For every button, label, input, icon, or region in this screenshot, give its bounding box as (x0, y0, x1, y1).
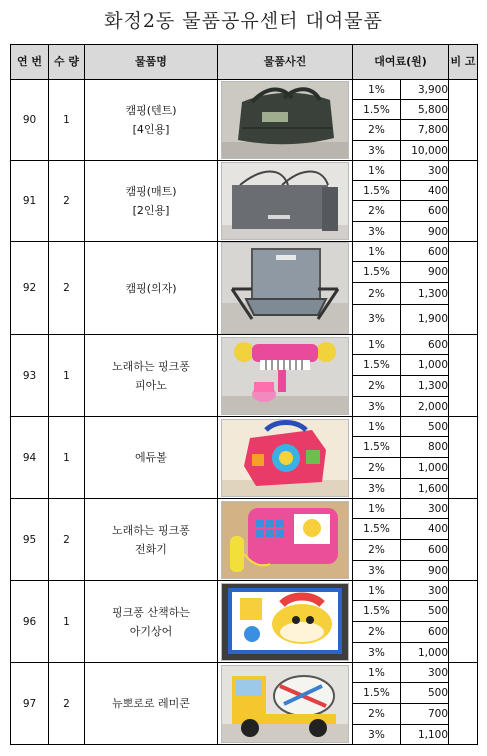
rate-percent: 3% (353, 141, 401, 161)
rate-percent: 3% (353, 725, 401, 745)
rate-fee: 300 (401, 581, 449, 601)
table-row (11, 335, 478, 355)
baby-shark-photo (221, 583, 349, 661)
camping-chair-photo (221, 242, 349, 334)
item-name-line: 캠핑(매트) (125, 185, 177, 198)
rate-percent: 1.5% (353, 437, 401, 458)
table-row (11, 80, 478, 100)
rate-percent: 2% (353, 704, 401, 725)
rate-percent: 1% (353, 663, 401, 683)
item-note (449, 663, 478, 745)
item-number: 95 (11, 499, 49, 581)
item-photo-cell (218, 499, 353, 581)
item-photo-cell (218, 581, 353, 663)
item-name (85, 581, 218, 663)
table-row (11, 161, 478, 181)
item-number: 94 (11, 417, 49, 499)
rate-percent: 2% (353, 201, 401, 222)
rate-percent: 3% (353, 561, 401, 581)
table-row (11, 417, 478, 437)
rate-percent: 2% (353, 283, 401, 304)
item-quantity: 2 (49, 663, 85, 745)
rate-fee: 1,000 (401, 458, 449, 479)
rate-fee: 600 (401, 242, 449, 262)
rate-fee: 500 (401, 417, 449, 437)
item-quantity: 1 (49, 417, 85, 499)
item-note (449, 80, 478, 161)
item-number: 93 (11, 335, 49, 417)
item-name (85, 161, 218, 242)
rate-fee: 1,100 (401, 725, 449, 745)
rate-percent: 2% (353, 120, 401, 141)
rate-percent: 3% (353, 479, 401, 499)
item-photo-cell (218, 663, 353, 745)
header-no: 연 번 (11, 45, 49, 80)
item-name (85, 242, 218, 335)
page-title: 화정2동 물품공유센터 대여물품 (104, 10, 383, 32)
item-number: 90 (11, 80, 49, 161)
rate-fee: 300 (401, 499, 449, 519)
rate-percent: 1% (353, 417, 401, 437)
rate-percent: 2% (353, 540, 401, 561)
item-name (85, 663, 218, 745)
rate-fee: 600 (401, 540, 449, 561)
toy-phone-photo (221, 501, 349, 579)
rate-fee: 5,800 (401, 100, 449, 120)
rate-percent: 3% (353, 643, 401, 663)
rate-fee: 900 (401, 222, 449, 242)
header-fee: 대여료(원) (353, 45, 449, 80)
item-name-line: 캠핑(의자) (125, 281, 177, 295)
item-name-line: 캠핑(텐트) (125, 104, 177, 117)
item-number: 92 (11, 242, 49, 335)
item-name-line: 전화기 (135, 542, 167, 556)
rate-fee: 600 (401, 201, 449, 222)
rate-percent: 2% (353, 622, 401, 643)
rate-fee: 300 (401, 161, 449, 181)
item-name-line: 아기상어 (129, 624, 173, 638)
item-note (449, 335, 478, 417)
item-photo-cell (218, 242, 353, 335)
item-photo-cell (218, 335, 353, 417)
table-header-row (11, 45, 478, 80)
item-quantity: 1 (49, 335, 85, 417)
item-name-line: 핑크퐁 산책하는 (112, 605, 190, 619)
rate-percent: 1% (353, 242, 401, 262)
item-name (85, 499, 218, 581)
item-name-line: [2인용] (132, 204, 170, 217)
item-quantity: 1 (49, 80, 85, 161)
rate-percent: 1.5% (353, 683, 401, 704)
header-note: 비 고 (449, 45, 478, 80)
item-note (449, 581, 478, 663)
rate-percent: 1% (353, 499, 401, 519)
item-name-line: 피아노 (135, 378, 167, 392)
rate-fee: 10,000 (401, 141, 449, 161)
item-name (85, 80, 218, 161)
rate-fee: 1,300 (401, 376, 449, 397)
rate-fee: 3,900 (401, 80, 449, 100)
item-number: 91 (11, 161, 49, 242)
item-quantity: 2 (49, 161, 85, 242)
rate-percent: 1.5% (353, 100, 401, 120)
item-number: 96 (11, 581, 49, 663)
rate-percent: 3% (353, 397, 401, 417)
rental-items-table (10, 44, 478, 745)
rate-fee: 500 (401, 683, 449, 704)
item-photo-cell (218, 80, 353, 161)
mat-bag-photo (221, 162, 349, 240)
rate-fee: 900 (401, 561, 449, 581)
rate-percent: 3% (353, 304, 401, 334)
rate-fee: 700 (401, 704, 449, 725)
rate-fee: 500 (401, 601, 449, 622)
item-name-line: [4인용] (132, 123, 170, 136)
table-row (11, 581, 478, 601)
rate-fee: 400 (401, 519, 449, 540)
item-name-line: 노래하는 핑크퐁 (112, 359, 190, 373)
rate-percent: 2% (353, 458, 401, 479)
item-note (449, 499, 478, 581)
table-row (11, 242, 478, 262)
rate-fee: 900 (401, 262, 449, 283)
item-photo-cell (218, 161, 353, 242)
rate-fee: 1,900 (401, 304, 449, 334)
rate-fee: 1,600 (401, 479, 449, 499)
rate-percent: 1% (353, 80, 401, 100)
item-note (449, 242, 478, 335)
item-photo-cell (218, 417, 353, 499)
edu-ball-photo (221, 419, 349, 497)
tent-bag-photo (221, 81, 349, 159)
item-name-line: 노래하는 핑크퐁 (112, 523, 190, 537)
item-note (449, 161, 478, 242)
item-quantity: 2 (49, 499, 85, 581)
header-name: 물품명 (85, 45, 218, 80)
rate-fee: 1,300 (401, 283, 449, 304)
rate-fee: 300 (401, 663, 449, 683)
rate-percent: 1.5% (353, 601, 401, 622)
rate-percent: 1.5% (353, 262, 401, 283)
item-quantity: 1 (49, 581, 85, 663)
rate-percent: 1% (353, 161, 401, 181)
rate-fee: 1,000 (401, 643, 449, 663)
item-name (85, 417, 218, 499)
rate-percent: 2% (353, 376, 401, 397)
rate-fee: 7,800 (401, 120, 449, 141)
header-photo: 물품사진 (218, 45, 353, 80)
item-name (85, 335, 218, 417)
item-name-line: 에듀볼 (135, 451, 167, 464)
rate-percent: 3% (353, 222, 401, 242)
rate-percent: 1.5% (353, 519, 401, 540)
item-note (449, 417, 478, 499)
rate-percent: 1.5% (353, 181, 401, 201)
mixer-truck-photo (221, 665, 349, 743)
rate-fee: 800 (401, 437, 449, 458)
rate-percent: 1% (353, 335, 401, 355)
item-number: 97 (11, 663, 49, 745)
rate-fee: 600 (401, 335, 449, 355)
rate-percent: 1.5% (353, 355, 401, 376)
header-qty: 수 량 (49, 45, 85, 80)
rate-fee: 2,000 (401, 397, 449, 417)
toy-piano-photo (221, 337, 349, 415)
item-name-line: 뉴뽀로로 레미콘 (112, 697, 190, 710)
rate-fee: 400 (401, 181, 449, 201)
table-row (11, 499, 478, 519)
rate-fee: 1,000 (401, 355, 449, 376)
rate-fee: 600 (401, 622, 449, 643)
rate-percent: 1% (353, 581, 401, 601)
table-row (11, 663, 478, 683)
item-quantity: 2 (49, 242, 85, 335)
